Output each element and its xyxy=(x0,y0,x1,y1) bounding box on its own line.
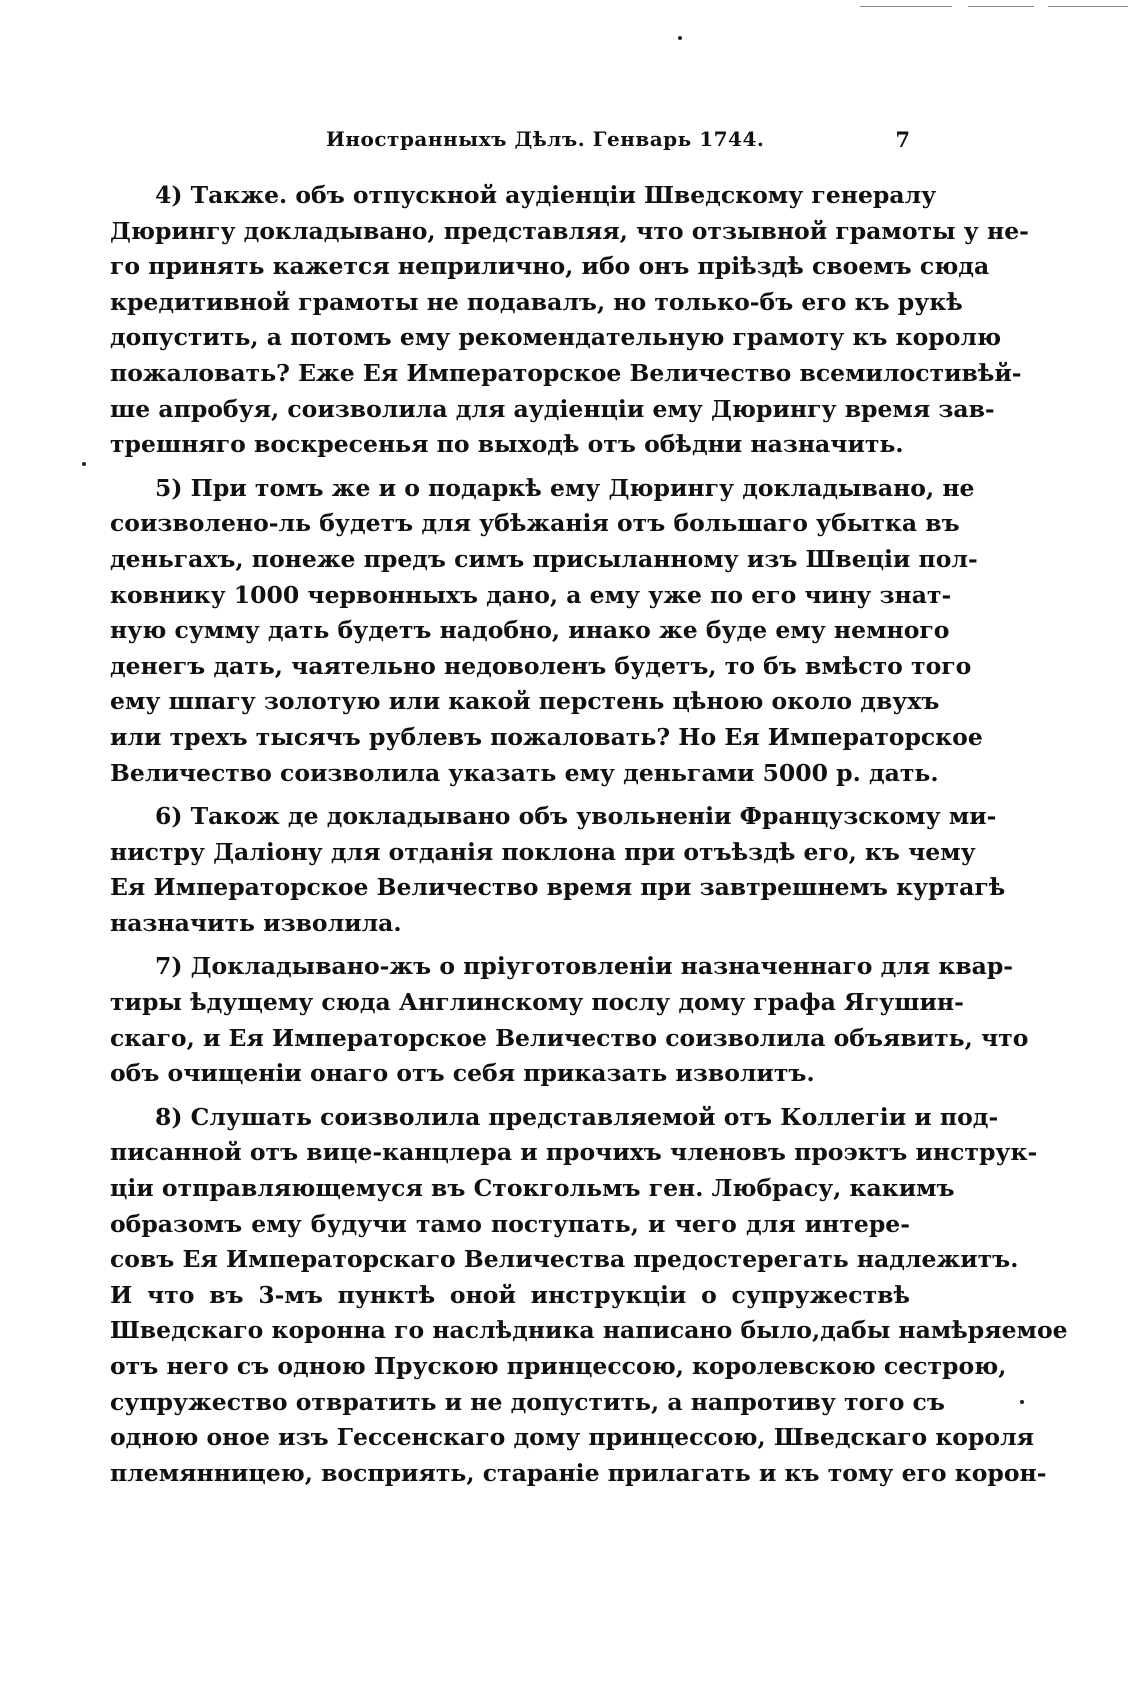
text-line: пожаловать? Еже Ея Императорское Величество всемилостивѣй- xyxy=(110,358,1022,387)
text-line: 5) При томъ же и о подаркѣ ему Дюрингу докладывано, не xyxy=(155,473,975,502)
text-line: ему шпагу золотую или какой перстень цѣною около двухъ xyxy=(110,687,940,716)
text-line: 6) Також де докладывано объ увольненіи Французскому ми- xyxy=(155,802,997,831)
paragraph xyxy=(110,178,1029,463)
text-line: или трехъ тысячъ рублевъ пожаловать? Но Ея Императорское xyxy=(110,722,983,751)
ink-speck xyxy=(1020,1400,1024,1404)
text-line: ціи отправляющемуся въ Стокгольмъ ген. Любрасу, какимъ xyxy=(110,1174,955,1203)
page-number: 7 xyxy=(895,127,910,152)
text-line: скаго, и Ея Императорское Величество соизволила объявить, что xyxy=(110,1023,1029,1052)
text-line: Ея Императорское Величество время при завтрешнемъ куртагѣ xyxy=(110,873,1006,902)
text-line: нистру Даліону для отданія поклона при отъѣздѣ его, къ чему xyxy=(110,837,976,866)
top-edge-rule xyxy=(860,6,952,7)
text-line: И что въ 3-мъ пунктѣ оной инструкціи о супружествѣ xyxy=(110,1280,910,1309)
text-line: назначить изволила. xyxy=(110,908,402,937)
paragraph xyxy=(110,799,1006,941)
paragraph xyxy=(110,471,983,791)
top-edge-rule xyxy=(968,6,1034,7)
text-line: ную сумму дать будетъ надобно, инако же буде ему немного xyxy=(110,616,950,645)
paragraph xyxy=(110,949,1029,1091)
text-line: супружество отвратить и не допустить, а напротиву того съ xyxy=(110,1387,945,1416)
paragraph xyxy=(110,1100,1068,1492)
ink-speck xyxy=(678,36,682,40)
running-head xyxy=(110,127,910,157)
text-line: Величество соизволила указать ему деньгами 5000 р. дать. xyxy=(110,758,939,787)
text-line: го принять кажется неприлично, ибо онъ пріѣздѣ своемъ сюда xyxy=(110,252,990,281)
text-line: племянницею, восприять, стараніе прилагать и къ тому его корон- xyxy=(110,1458,1047,1487)
text-line: образомъ ему будучи тамо поступать, и чего для интере- xyxy=(110,1209,910,1238)
ink-speck xyxy=(82,462,86,466)
text-line: Дюрингу докладывано, представляя, что отзывной грамоты у не- xyxy=(110,216,1029,245)
text-line: 7) Докладывано-жъ о пріуготовленіи назначеннаго для квар- xyxy=(155,952,1014,981)
text-line: 8) Слушать соизволила представляемой отъ Коллегіи и под- xyxy=(155,1102,999,1131)
text-line: писанной отъ вице-канцлера и прочихъ членовъ проэктъ инструк- xyxy=(110,1138,1038,1167)
text-line: ше апробуя, соизволила для аудіенціи ему Дюрингу время зав- xyxy=(110,394,995,423)
running-head-title: Иностранныхъ Дѣлъ. Генварь 1744. xyxy=(326,127,765,151)
text-line: совъ Ея Императорскаго Величества предостерегать надлежитъ. xyxy=(110,1245,1019,1274)
text-line: ковнику 1000 червонныхъ дано, а ему уже по его чину знат- xyxy=(110,580,952,609)
text-line: соизволено-ль будетъ для убѣжанія отъ большаго убытка въ xyxy=(110,509,960,538)
text-line: тиры ѣдущему сюда Англинскому послу дому графа Ягушин- xyxy=(110,988,964,1017)
text-line: деньгахъ, понеже предъ симъ присыланному изъ Швеціи пол- xyxy=(110,544,978,573)
text-line: одною оное изъ Гессенскаго дому принцессою, Шведскаго короля xyxy=(110,1423,1035,1452)
text-line: объ очищеніи онаго отъ себя приказать изволитъ. xyxy=(110,1059,815,1088)
text-line: отъ него съ одною Прускою принцессою, королевскою сестрою, xyxy=(110,1352,1007,1380)
body-text xyxy=(110,178,1068,1499)
top-edge-rule xyxy=(1048,6,1128,7)
text-line: Шведскаго коронна го наслѣдника написано было,дабы намѣряемое xyxy=(110,1316,1068,1345)
text-line: допустить, а потомъ ему рекомендательную грамоту къ королю xyxy=(110,323,1002,352)
text-line: 4) Также. объ отпускной аудіенціи Шведскому генералу xyxy=(155,181,937,209)
text-line: денегъ дать, чаятельно недоволенъ будетъ, то бъ вмѣсто того xyxy=(110,651,972,680)
text-line: кредитивной грамоты не подавалъ, но только-бъ его къ рукѣ xyxy=(110,287,963,316)
text-line: трешняго воскресенья по выходѣ отъ обѣдни назначить. xyxy=(110,430,904,459)
